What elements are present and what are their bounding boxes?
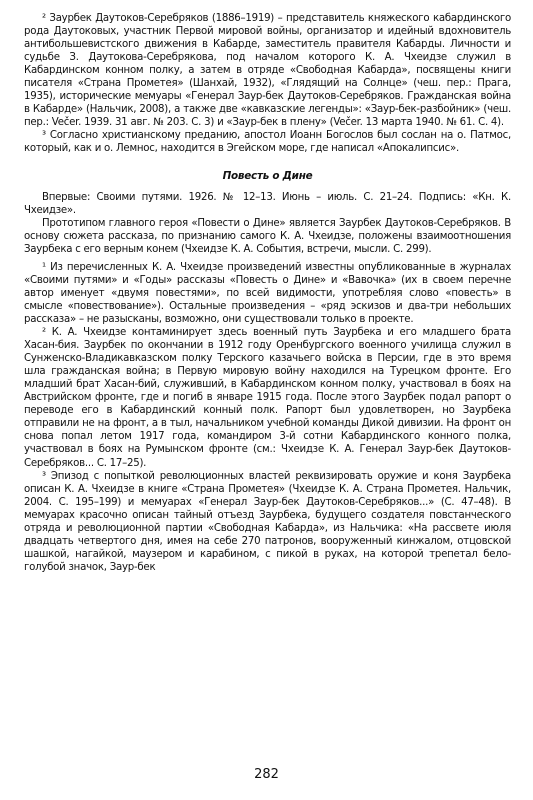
- footnote-1-works: ¹ Из перечисленных К. А. Чхеидзе произведений известны опубликованные в журналах «Своими путями» и «Годы» рассказы «Повесть о Дине» и «Вавочка» (их в своем перечне автор именует «двумя повестями», по всей видимости, употребляя слово «повесть» в смысле «повествование»). Остальные произведения – «ряд эскизов и два-три небольших рассказа» – не разысканы, возможно, они существовали только в проекте.: [24, 261, 511, 325]
- footnotes-bottom: [24, 261, 511, 574]
- footnote-2-military-path: ² К. А. Чхеидзе контаминирует здесь военный путь Заурбека и его младшего брата Хасан-бия. Заурбек по окончании в 1912 году Оренбургского военного училища служил в Сунженско-Владикавказском полку Терского казачьего войска в Персии, где в это время шла гражданская война; в Первую мировую войну находился на Турецком фронте. Его младший брат Хасан-бий, служивший, в Кабардинском конном полку, участвовал в боях на Австрийском фронте, где и погиб в январе 1915 года. После этого Заурбек подал рапорт о переводе его в Кабардинский конный полк. Рапорт был удовлетворен, но Заурбека отправили не на фронт, а в тыл, начальником учебной команды Дикой дивизии. На фронт он снова попал летом 1917 года, командиром 3-й сотни Кабардинского конного полка, участвовал в боях на Румынском фронте (см.: Чхеидзе К. А. Генерал Заур-бек Даутоков-Серебряков... С. 17–25).: [24, 327, 511, 469]
- footnotes-top: [24, 12, 511, 156]
- prototype-paragraph: Прототипом главного героя «Повести о Дине» является Заурбек Даутоков-Серебряков. В основу сюжета рассказа, по признанию самого К. А. Чхеидзе, положены взаимоотношения Заурбека с его верным конем (Чхеидзе К. А. События, встречи, мысли. С. 299).: [24, 217, 511, 255]
- page-number: 282: [254, 767, 279, 782]
- footnote-2-dautokov: ² Заурбек Даутоков-Серебряков (1886–1919) – представитель княжеского кабардинского рода Даутоковых, участник Первой мировой войны, организатор и идейный вдохновитель антибольшевистского движения в Кабарде, заместитель правителя Кабарды. Личности и судьбе З. Даутокова-Серебрякова, под началом которого К. А. Чхеидзе служил в Кабардинском конном полку, а затем в отряде «Свободная Кабарда», посвящены книги писателя «Страна Прометея» (Шанхай, 1932), «Глядящий на Солнце» (чеш. пер.: Прага, 1935), исторические мемуары «Генерал Заур-бек Даутоков-Серебряков. Гражданская война в Кабарде» (Нальчик, 2008), а также две «кавказские легенды»: «Заур-бек-разбойник» (чеш. пер.: Večer. 1939. 31 авг. № 203. С. 3) и «Заур-бек в плену» (Večer. 13 марта 1940. № 61. С. 4).: [24, 13, 511, 129]
- publication-info: Впервые: Своими путями. 1926. № 12–13. Июнь – июль. С. 21–24. Подпись: «Кн. К. Чхеидзе».: [24, 191, 511, 216]
- section-title: Повесть о Дине: [222, 169, 313, 182]
- commentary-body: [24, 191, 511, 256]
- footnote-3-patmos: ³ Согласно христианскому преданию, апостол Иоанн Богослов был сослан на о. Патмос, который, как и о. Лемнос, находится в Эгейском море, где написал «Апокалипсис».: [24, 130, 511, 155]
- footnote-3-requisition: ³ Эпизод с попыткой революционных властей реквизировать оружие и коня Заурбека описан К. А. Чхеидзе в книге «Страна Прометея» (Чхеидзе К. А. Страна Прометея. Нальчик, 2004. С. 195–199) и мемуарах «Генерал Заур-бек Даутоков-Серебряков...» (С. 47–48). В мемуарах красочно описан тайный отъезд Заурбека, будущего создателя повстанческого отряда и революционной партии «Свободная Кабарда», из Нальчика: «На рассвете июля двадцать четвертого дня, имея на себе 270 патронов, вооруженный кинжалом, отцовской шашкой, нагайкой, маузером и карабином, с пикой в руках, на которой трепетал бело-голубой значок, Заур-бек: [24, 470, 511, 573]
